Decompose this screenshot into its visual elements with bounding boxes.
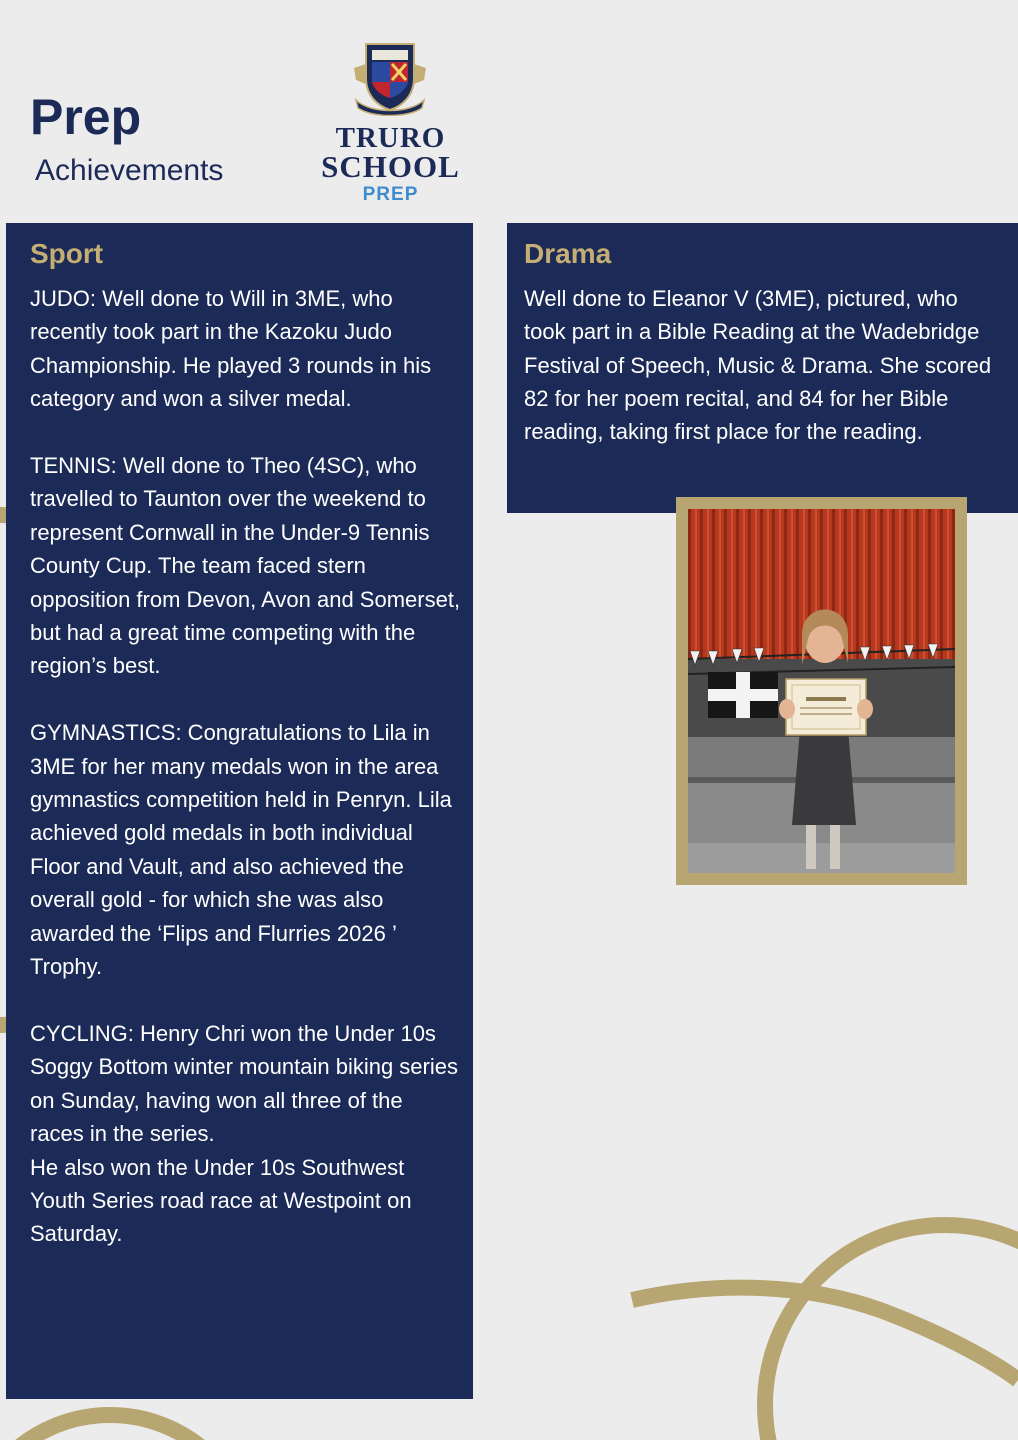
student-with-certificate-photo — [688, 509, 955, 873]
drama-heading: Drama — [524, 238, 612, 269]
drama-panel — [507, 223, 1018, 513]
right-arc-circle — [765, 1225, 1018, 1440]
logo-text-prep: PREP — [362, 184, 419, 205]
logo-text-truro: TRURO — [335, 122, 446, 154]
drama-text: Well done to Eleanor V (3ME), pictured, who took part in a Bible Reading at the Wadebridge Festival of Speech, Music & Drama. She scored 82 for her poem recital, and 84 for her Bible reading, taking first place for the reading. — [524, 285, 992, 445]
drama-photo-frame — [676, 497, 967, 885]
school-logo — [318, 38, 463, 208]
page-title: Prep — [30, 89, 142, 145]
sport-item-judo: JUDO: Well done to Will in 3ME, who recently took part in the Kazoku Judo Championship. He played 3 rounds in his category and won a silver medal. — [30, 285, 432, 412]
sport-item-tennis: TENNIS: Well done to Theo (4SC), who travelled to Taunton over the weekend to represent Cornwall in the Under-9 Tennis County Cup. The team faced stern opposition from Devon, Avon and Somerset, but had a great time competing with the region’s best. — [30, 452, 461, 679]
sport-item-gymnastics: GYMNASTICS: Congratulations to Lila in 3ME for her many medals won in the area gymnastics competition held in Penryn. Lila achieved gold medals in both individual Floor and Vault, and also achieved the overall gold - for which she was also awarded the ‘Flips and Flurries 2026 ’ Trophy. — [30, 720, 452, 980]
sport-heading: Sport — [30, 238, 104, 269]
left-arc-lower — [0, 1415, 255, 1440]
school-crest-icon — [352, 38, 428, 116]
sport-item-cycling: CYCLING: Henry Chri won the Under 10s Soggy Bottom winter mountain biking series on Sunday, having won all three of the races in the series. He also won the Under 10s Southwest Youth Series road race at Westpoint on Saturday. — [30, 1021, 458, 1247]
sport-panel — [6, 223, 473, 1399]
logo-text-school: SCHOOL — [321, 149, 460, 184]
right-arc-swoosh — [632, 1288, 1018, 1380]
page-subtitle: Achievements — [35, 154, 224, 187]
